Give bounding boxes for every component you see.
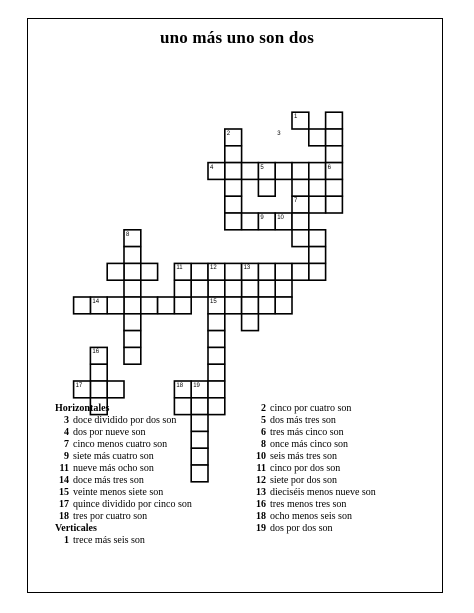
clue-item [55, 451, 245, 463]
clue-text: doce más tres son [73, 475, 144, 486]
clue-item [252, 523, 427, 535]
grid-cell[interactable] [326, 179, 343, 196]
grid-cell[interactable] [191, 280, 208, 297]
grid-cell[interactable] [208, 381, 225, 398]
clue-number: 12 [256, 475, 266, 486]
grid-cell[interactable] [124, 297, 141, 314]
across-clue-list [55, 415, 245, 523]
cell-number: 5 [260, 164, 264, 171]
clue-item [55, 439, 245, 451]
clue-text: seis más tres son [270, 451, 337, 462]
clue-text: doce dividido por dos son [73, 415, 177, 426]
grid-cell[interactable] [242, 297, 259, 314]
grid-cell[interactable] [107, 381, 124, 398]
clue-number: 11 [59, 463, 69, 474]
grid-cell[interactable] [309, 196, 326, 213]
clue-item [252, 463, 427, 475]
grid-cell[interactable] [174, 280, 191, 297]
clue-text: dos por nueve son [73, 427, 146, 438]
clue-number: 4 [64, 427, 69, 438]
clue-number: 18 [59, 511, 69, 522]
grid-cell[interactable] [309, 163, 326, 180]
grid-cell[interactable] [292, 230, 309, 247]
clue-text: tres más cinco son [270, 427, 344, 438]
clue-number: 9 [64, 451, 69, 462]
clues-left-column [55, 403, 245, 547]
clue-number: 14 [59, 475, 69, 486]
clue-item [252, 475, 427, 487]
grid-cell[interactable] [242, 314, 259, 331]
clue-item [55, 499, 245, 511]
grid-cell[interactable] [242, 280, 259, 297]
clue-item [55, 427, 245, 439]
across-heading: Horizontales [55, 403, 110, 414]
clue-item [252, 439, 427, 451]
grid-cell[interactable] [258, 263, 275, 280]
clue-item [55, 487, 245, 499]
grid-cell[interactable] [292, 213, 309, 230]
grid-cell[interactable] [275, 163, 292, 180]
clue-text: ocho menos seis son [270, 511, 352, 522]
grid-cell[interactable] [225, 297, 242, 314]
grid-cell[interactable] [225, 179, 242, 196]
grid-cell[interactable] [326, 196, 343, 213]
clue-number: 7 [64, 439, 69, 450]
grid-cell[interactable] [258, 280, 275, 297]
cell-number: 19 [193, 383, 200, 389]
clue-number: 8 [261, 439, 266, 450]
cell-number: 8 [126, 231, 130, 238]
clue-text: cinco por dos son [270, 463, 341, 474]
grid-cell[interactable] [309, 247, 326, 264]
grid-cell[interactable] [225, 146, 242, 163]
grid-cell[interactable] [292, 179, 309, 196]
grid-cell[interactable] [225, 196, 242, 213]
grid-cell[interactable] [275, 263, 292, 280]
grid-cell[interactable] [174, 297, 191, 314]
clue-text: dieciséis menos nueve son [270, 487, 376, 498]
grid-cell[interactable] [90, 364, 107, 381]
clue-item [252, 451, 427, 463]
grid-cell[interactable] [292, 163, 309, 180]
clue-item [55, 535, 245, 547]
grid-cell[interactable] [242, 163, 259, 180]
grid-cell[interactable] [141, 297, 158, 314]
cell-number: 14 [92, 299, 100, 305]
cell-number: 16 [92, 349, 100, 356]
clue-text: quince dividido por cinco son [73, 499, 192, 510]
grid-cell[interactable] [90, 381, 107, 398]
clue-text: dos más tres son [270, 415, 336, 426]
clue-number: 10 [256, 451, 266, 462]
grid-cell[interactable] [275, 297, 292, 314]
grid-cell[interactable] [158, 297, 175, 314]
grid-cell[interactable] [309, 129, 326, 146]
grid-cell[interactable] [124, 280, 141, 297]
grid-cell[interactable] [208, 331, 225, 348]
grid-cell[interactable] [124, 331, 141, 348]
clue-number: 19 [256, 523, 266, 534]
grid-cell[interactable] [124, 314, 141, 331]
clue-item [55, 415, 245, 427]
clue-text: tres por cuatro son [73, 511, 148, 522]
cell-number: 18 [176, 383, 184, 389]
clue-text: cinco menos cuatro son [73, 439, 168, 450]
cell-number: 17 [75, 383, 83, 389]
grid-cell[interactable] [107, 297, 124, 314]
grid-cell[interactable] [208, 364, 225, 381]
grid-cell[interactable] [124, 247, 141, 264]
grid-cell[interactable] [309, 230, 326, 247]
grid-cell[interactable] [225, 213, 242, 230]
grid-cell[interactable] [74, 297, 91, 314]
grid-cell[interactable] [275, 280, 292, 297]
grid-cell[interactable] [225, 263, 242, 280]
cell-number: 11 [176, 265, 183, 272]
clue-number: 6 [261, 427, 266, 438]
grid-cell[interactable] [326, 146, 343, 163]
grid-cell[interactable] [225, 163, 242, 180]
clue-number: 18 [256, 511, 266, 522]
clue-number: 11 [256, 463, 266, 474]
clue-text: tres menos tres son [270, 499, 347, 510]
clue-text: trece más seis son [73, 535, 145, 546]
clue-number: 1 [64, 535, 69, 546]
cell-number: 1 [294, 114, 298, 121]
grid-cell[interactable] [124, 347, 141, 364]
clue-text: veinte menos siete son [73, 487, 164, 498]
clue-item [252, 403, 427, 415]
clue-item [55, 463, 245, 475]
grid-cell[interactable] [191, 263, 208, 280]
grid-cell[interactable] [258, 179, 275, 196]
cell-number: 6 [327, 164, 331, 171]
clues-right-column [252, 403, 427, 535]
grid-cell[interactable] [208, 347, 225, 364]
cell-number: 15 [210, 299, 217, 305]
clue-text: siete más cuatro son [73, 451, 154, 462]
grid-cell[interactable] [258, 297, 275, 314]
grid-cell[interactable] [107, 263, 124, 280]
grid-cell[interactable] [309, 263, 326, 280]
down-clue-list-left [55, 535, 245, 547]
cell-number: 3 [277, 131, 281, 137]
clue-number: 2 [261, 403, 266, 414]
cell-number: 9 [260, 215, 264, 221]
clue-number: 15 [59, 487, 69, 498]
down-heading: Verticales [55, 523, 97, 534]
clue-item [252, 511, 427, 523]
cell-number: 10 [277, 215, 284, 221]
clue-item [252, 415, 427, 427]
cell-number: 7 [294, 198, 298, 205]
clue-item [252, 487, 427, 499]
clue-item [252, 499, 427, 511]
grid-cell[interactable] [292, 263, 309, 280]
cell-number: 13 [243, 265, 251, 272]
grid-cell[interactable] [326, 129, 343, 146]
clue-item [55, 511, 245, 523]
clue-text: cinco por cuatro son [270, 403, 352, 414]
clue-number: 3 [64, 415, 69, 426]
grid-cell[interactable] [225, 280, 242, 297]
clue-number: 17 [59, 499, 69, 510]
clue-text: dos por dos son [270, 523, 333, 534]
clue-text: siete por dos son [270, 475, 337, 486]
cell-number: 4 [210, 164, 214, 171]
clue-number: 13 [256, 487, 266, 498]
clue-text: nueve más ocho son [73, 463, 154, 474]
grid-cell[interactable] [242, 213, 259, 230]
clue-number: 16 [256, 499, 266, 510]
grid-cell[interactable] [124, 263, 141, 280]
clue-item [55, 475, 245, 487]
clue-number: 5 [261, 415, 266, 426]
grid-cell[interactable] [208, 314, 225, 331]
down-clue-list-right [252, 403, 427, 535]
clue-text: once más cinco son [270, 439, 349, 450]
grid-cell[interactable] [208, 280, 225, 297]
clue-item [252, 427, 427, 439]
cell-number: 12 [210, 265, 217, 272]
page-title: uno más uno son dos [159, 28, 315, 47]
grid-cell[interactable] [141, 263, 158, 280]
cell-number: 2 [226, 131, 231, 137]
grid-cell[interactable] [326, 112, 343, 129]
